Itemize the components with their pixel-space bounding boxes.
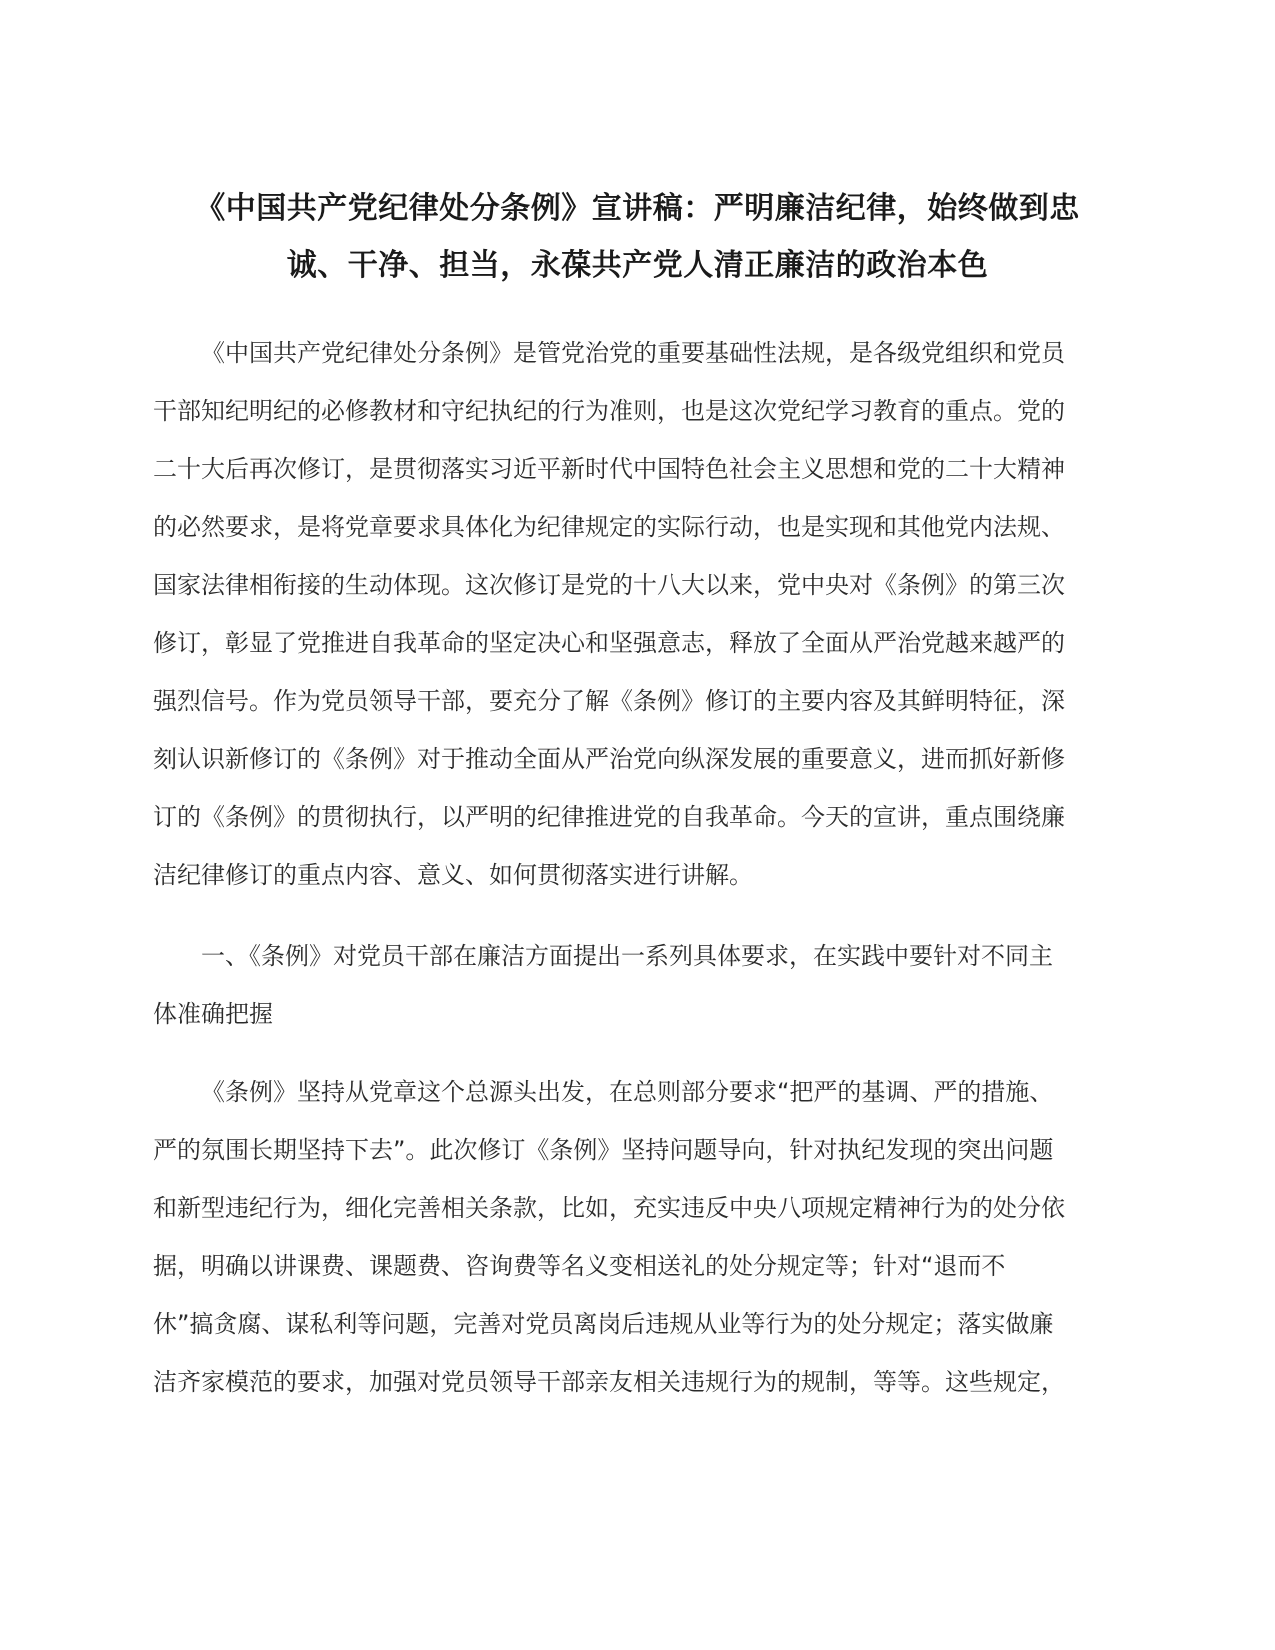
text-line: 休”搞贪腐、谋私利等问题，完善对党员离岗后违规从业等行为的处分规定；落实做廉	[153, 1310, 1054, 1338]
text-line: 一、《条例》对党员干部在廉洁方面提出一系列具体要求，在实践中要针对不同主	[201, 942, 1053, 970]
text-line: 强烈信号。作为党员领导干部，要充分了解《条例》修订的主要内容及其鲜明特征，深	[153, 687, 1065, 715]
section-heading-one	[153, 927, 1105, 1043]
text-line: 刻认识新修订的《条例》对于推动全面从严治党向纵深发展的重要意义，进而抓好新修	[153, 745, 1065, 773]
text-line: 二十大后再次修订，是贯彻落实习近平新时代中国特色社会主义思想和党的二十大精神	[153, 455, 1065, 483]
text-line: 《条例》坚持从党章这个总源头出发，在总则部分要求“把严的基调、严的措施、	[201, 1078, 1054, 1106]
text-line: 的必然要求，是将党章要求具体化为纪律规定的实际行动，也是实现和其他党内法规、	[153, 513, 1065, 541]
text-line: 干部知纪明纪的必修教材和守纪执纪的行为准则，也是这次党纪学习教育的重点。党的	[153, 397, 1065, 425]
section-one-paragraph	[153, 1063, 1105, 1411]
intro-paragraph	[153, 324, 1105, 904]
text-line: 和新型违纪行为，细化完善相关条款，比如，充实违反中央八项规定精神行为的处分依	[153, 1194, 1065, 1222]
text-line: 《中国共产党纪律处分条例》是管党治党的重要基础性法规，是各级党组织和党员	[201, 339, 1065, 367]
text-line: 据，明确以讲课费、课题费、咨询费等名义变相送礼的处分规定等；针对“退而不	[153, 1252, 1006, 1280]
text-line: 体准确把握	[153, 1000, 273, 1028]
text-line: 修订，彰显了党推进自我革命的坚定决心和坚强意志，释放了全面从严治党越来越严的	[153, 629, 1065, 657]
title-line: 诚、干净、担当，永葆共产党人清正廉洁的政治本色	[286, 248, 989, 283]
text-line: 国家法律相衔接的生动体现。这次修订是党的十八大以来，党中央对《条例》的第三次	[153, 571, 1065, 599]
text-line: 洁纪律修订的重点内容、意义、如何贯彻落实进行讲解。	[153, 861, 753, 889]
text-line: 订的《条例》的贯彻执行，以严明的纪律推进党的自我革命。今天的宣讲，重点围绕廉	[153, 803, 1065, 831]
document-title	[150, 180, 1125, 294]
text-line: 严的氛围长期坚持下去”。此次修订《条例》坚持问题导向，针对执纪发现的突出问题	[153, 1136, 1054, 1164]
text-line: 洁齐家模范的要求，加强对党员领导干部亲友相关违规行为的规制，等等。这些规定，	[153, 1368, 1065, 1396]
title-line: 《中国共产党纪律处分条例》宣讲稿：严明廉洁纪律，始终做到忠	[195, 191, 1080, 226]
